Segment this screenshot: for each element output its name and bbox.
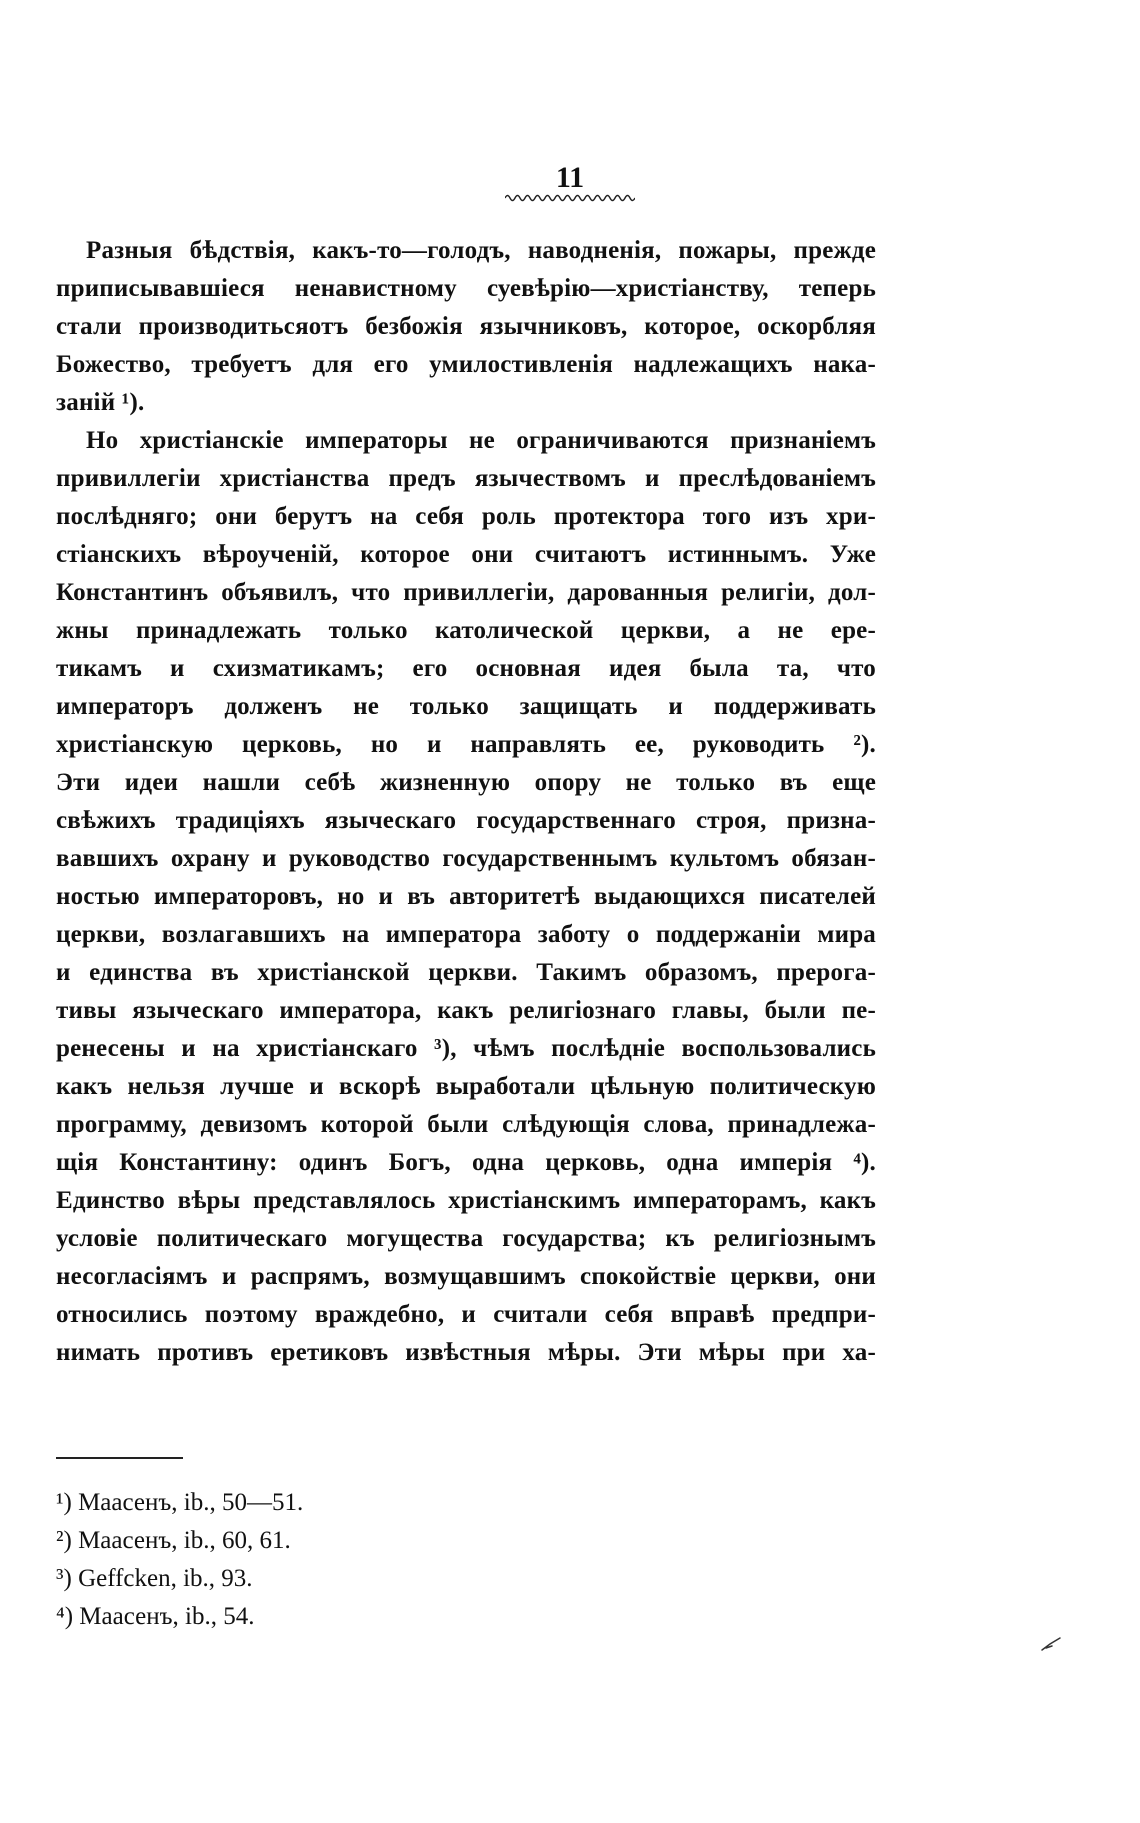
text-line: Божество, требуетъ для его умилостивленія надлежащихъ нака- <box>56 351 876 378</box>
ink-mark-icon <box>1040 1636 1062 1652</box>
footnote: ²) Маасенъ, ib., 60, 61. <box>56 1527 291 1554</box>
text-line: церкви, возлагавшихъ на императора заботу о поддержаніи мира <box>56 921 876 948</box>
text-line: императоръ долженъ не только защищать и поддерживать <box>56 693 876 720</box>
footnote: ³) Geffcken, ib., 93. <box>56 1565 253 1592</box>
text-line: условіе политическаго могущества государства; къ религіознымъ <box>56 1225 876 1252</box>
text-line: стіанскихъ вѣроученій, которое они считаютъ истиннымъ. Уже <box>56 541 876 568</box>
text-line: свѣжихъ традиціяхъ языческаго государственнаго строя, призна- <box>56 807 876 834</box>
text-line: щія Константину: одинъ Богъ, одна церковь, одна имперія ⁴). <box>56 1149 876 1176</box>
text-line: несогласіямъ и распрямъ, возмущавшимъ спокойствіе церкви, они <box>56 1263 876 1290</box>
text-line: и единства въ христіанской церкви. Такимъ образомъ, прерога- <box>56 959 876 986</box>
text-line: Но христіанскіе императоры не ограничиваются признаніемъ <box>86 427 876 454</box>
text-line: Единство вѣры представлялось христіанскимъ императорамъ, какъ <box>56 1187 876 1214</box>
text-line: какъ нельзя лучше и вскорѣ выработали цѣльную политическую <box>56 1073 876 1100</box>
footnote: ¹) Маасенъ, ib., 50—51. <box>56 1489 304 1516</box>
text-line: Эти идеи нашли себѣ жизненную опору не только въ еще <box>56 769 876 796</box>
text-line: тикамъ и схизматикамъ; его основная идея была та, что <box>56 655 876 682</box>
text-line: Разныя бѣдствія, какъ-то—голодъ, наводненія, пожары, прежде <box>86 237 876 264</box>
text-line: заній ¹). <box>56 389 145 416</box>
text-line: стали производитьсяотъ безбожія язычниковъ, которое, оскорбляя <box>56 313 876 340</box>
text-line: нимать противъ еретиковъ извѣстныя мѣры. Эти мѣры при ха- <box>56 1339 876 1366</box>
wavy-rule-ornament <box>505 192 635 204</box>
text-line: послѣдняго; они берутъ на себя роль протектора того изъ хри- <box>56 503 876 530</box>
text-line: приписывавшіеся ненавистному суевѣрію—христіанству, теперь <box>56 275 876 302</box>
text-line: программу, девизомъ которой были слѣдующія слова, принадлежа- <box>56 1111 876 1138</box>
footnote: ⁴) Маасенъ, ib., 54. <box>56 1603 255 1630</box>
text-line: Константинъ объявилъ, что привиллегіи, дарованныя религіи, дол- <box>56 579 876 606</box>
page-number: 11 <box>555 161 585 194</box>
text-line: ностью императоровъ, но и въ авторитетѣ выдающихся писателей <box>56 883 876 910</box>
text-line: относились поэтому враждебно, и считали себя вправѣ предпри- <box>56 1301 876 1328</box>
footnote-divider <box>56 1457 183 1459</box>
text-line: вавшихъ охрану и руководство государственнымъ культомъ обязан- <box>56 845 876 872</box>
text-line: тивы языческаго императора, какъ религіознаго главы, были пе- <box>56 997 876 1024</box>
text-line: ренесены и на христіанскаго ³), чѣмъ послѣдніе воспользовались <box>56 1035 876 1062</box>
text-line: жны принадлежать только католической церкви, а не ере- <box>56 617 876 644</box>
text-line: христіанскую церковь, но и направлять ее, руководить ²). <box>56 731 876 758</box>
text-line: привиллегіи христіанства предъ язычествомъ и преслѣдованіемъ <box>56 465 876 492</box>
